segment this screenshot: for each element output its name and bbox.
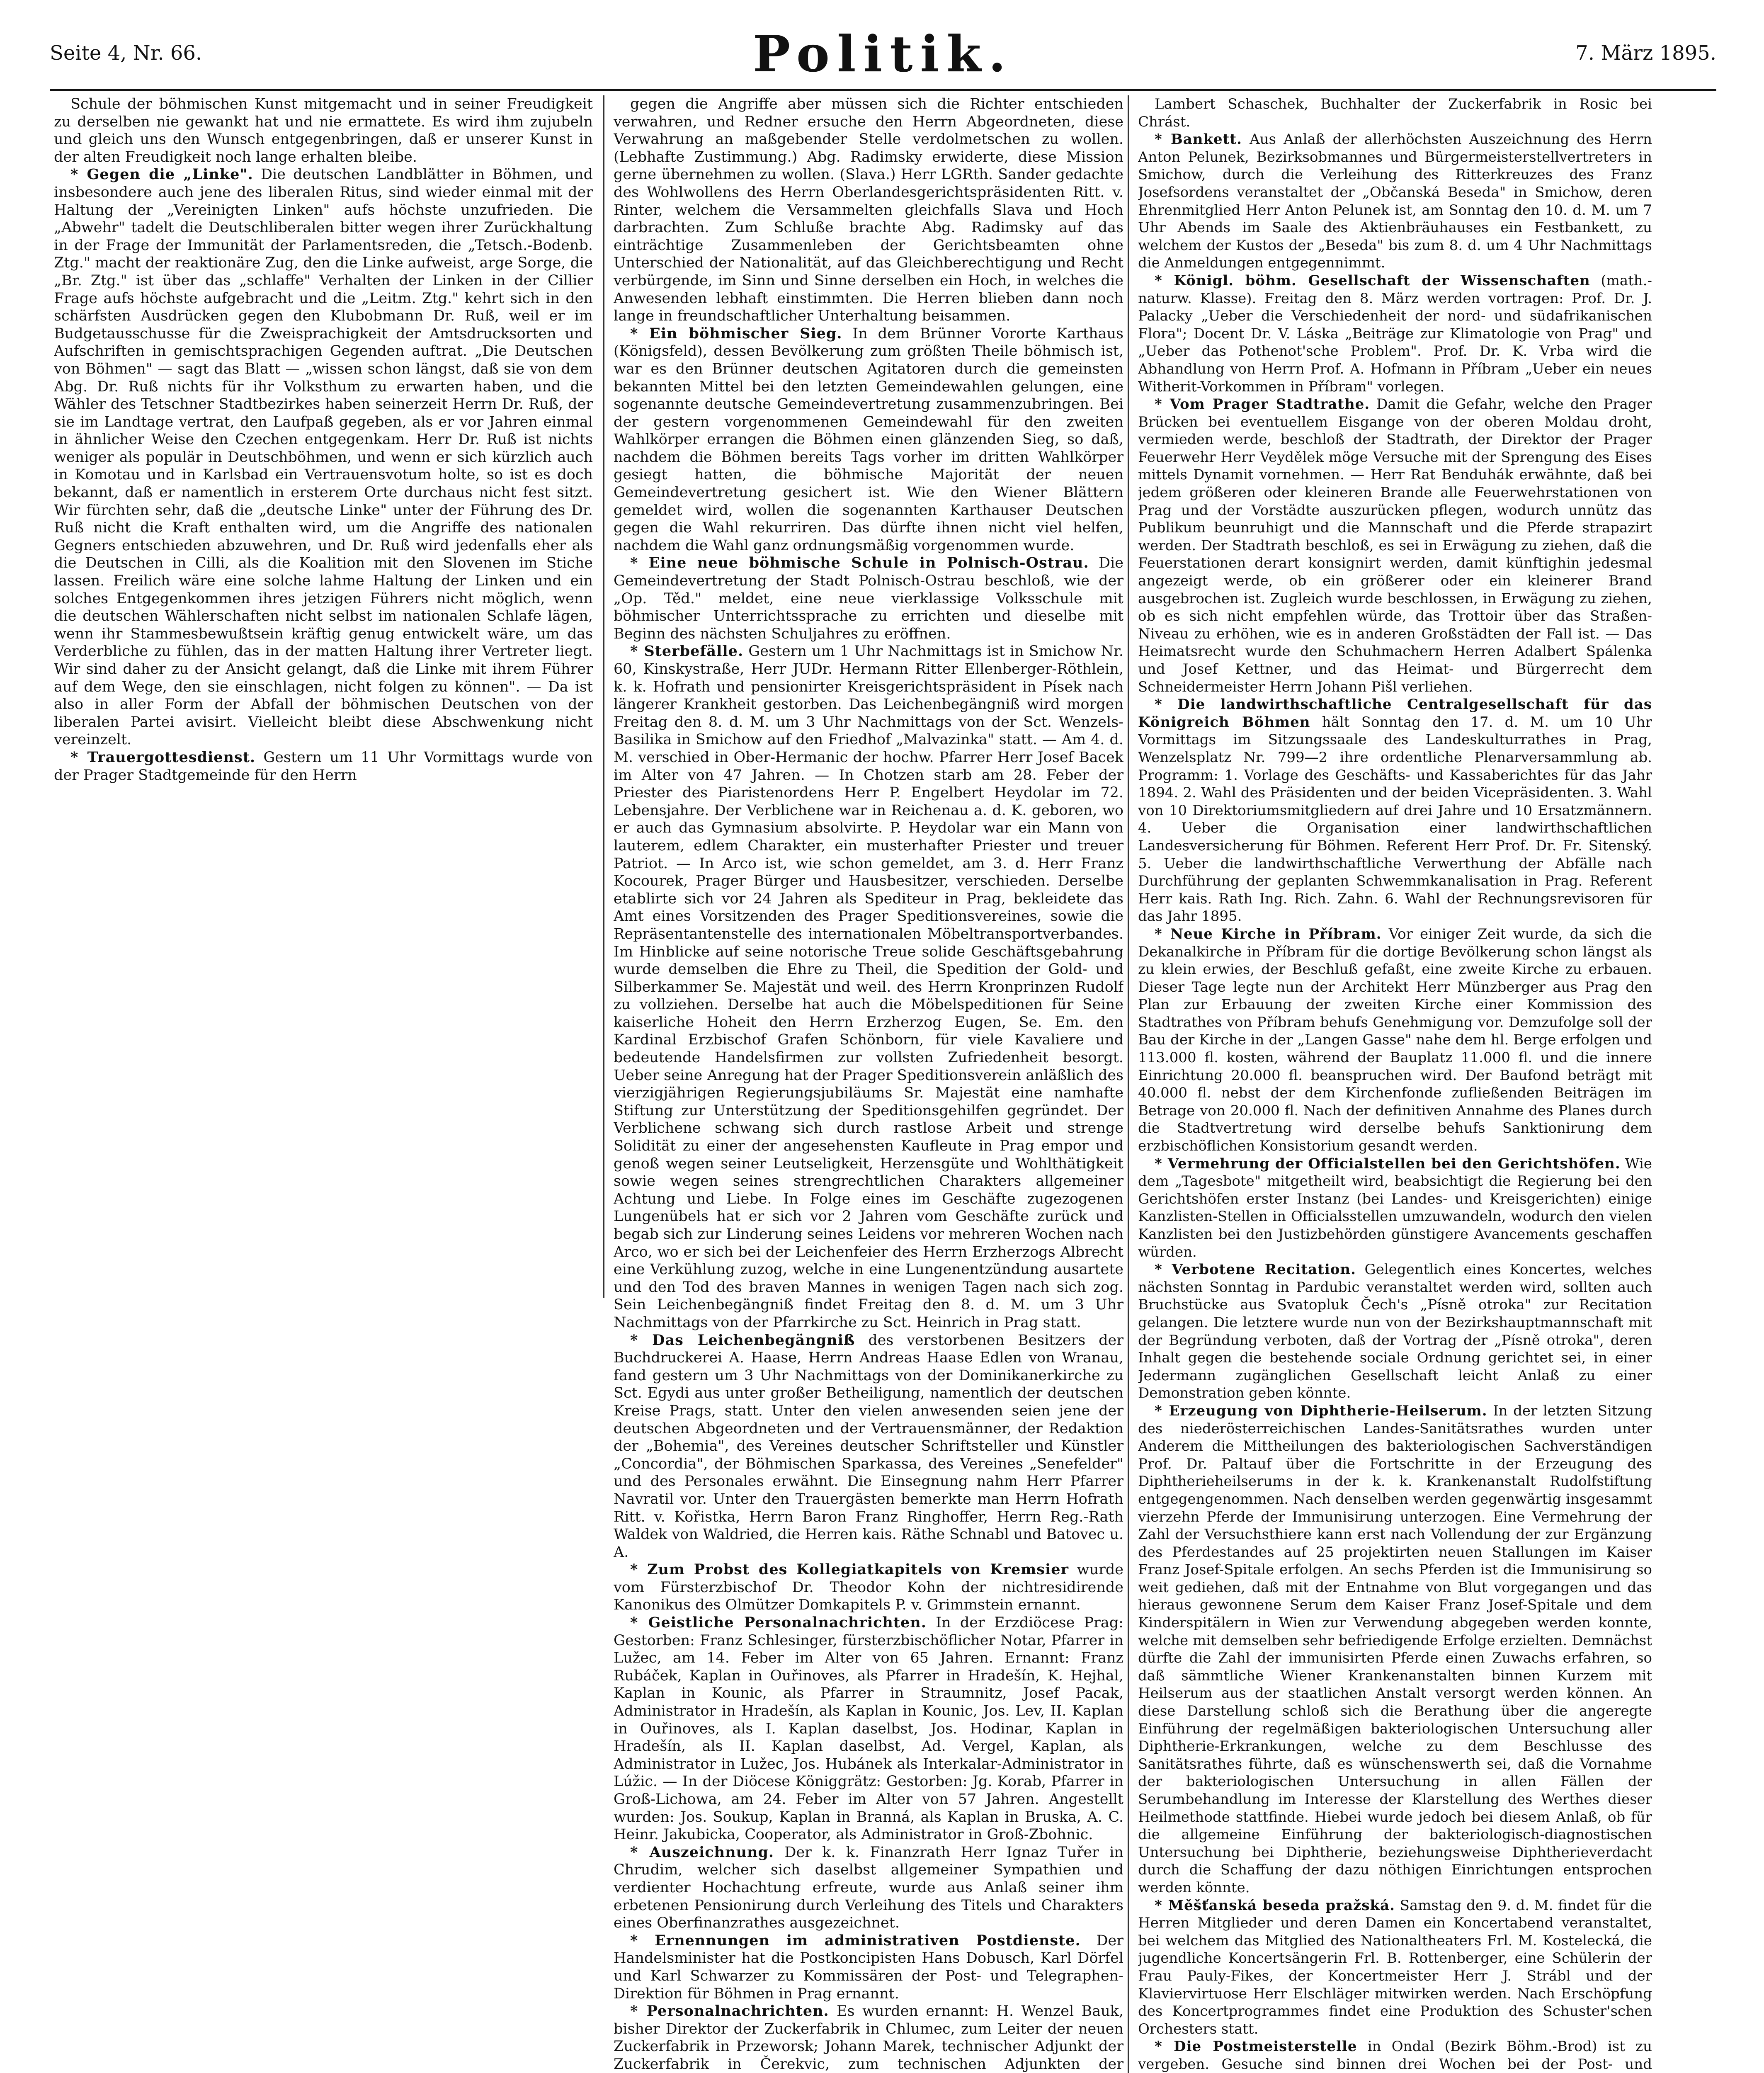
- article-body: hält Sonntag den 17. d. M. um 10 Uhr Vormittags im Sitzungssaale des Landeskulturrathes in Prag, Wenzelsplatz Nr. 799—2 ihre ordentliche Plenarversammlung ab. Programm: 1. Vorlage des Geschäfts- und Kassaberichtes für das Jahr 1894. 2. Wahl des Präsidenten und der beiden Vicepräsidenten. 3. Wahl von 10 Direktoriumsmitgliedern auf drei Jahre und 10 Ersatzmännern. 4. Ueber die Organisation einer landwirthschaftlichen Landesversicherung für Böhmen. Referent Herr Prof. Dr. Fr. Sitenský. 5. Ueber die landwirthschaftliche Verwerthung der Abfälle nach Durchführung der geplanten Schwemmkanalisation in Prag. Referent Herr kais. Rath Ing. Rich. Zahn. 6. Wahl der Rechnungsrevisoren für das Jahr 1895.: [1138, 714, 1652, 925]
- article-paragraph: [54, 95, 593, 166]
- article-paragraph: [614, 95, 1123, 325]
- article-headline: * Trauergottesdienst.: [70, 748, 256, 766]
- article-body: Gestern um 1 Uhr Nachmittags ist in Smichow Nr. 60, Kinskystraße, Herr JUDr. Hermann Ritter Ellenberger-Röthlein, k. k. Hofrath und pensionirter Kreisgerichtspräsident in Písek nach längerer Krankheit gestorben. Das Leichenbegängniß wird morgen Freitag den 8. d. M. um 3 Uhr Nachmittags von der Sct. Wenzels-Basilika in Smichow auf den Friedhof „Malvazinka" statt. — Am 4. d. M. verschied in Ober-Hermanic der hochw. Pfarrer Herr Josef Bacek im Alter von 47 Jahren. — In Chotzen starb am 28. Feber der Priester des Piaristenordens Herr P. Engelbert Heydolar im 72. Lebensjahre. Der Verblichene war in Reichenau a. d. K. geboren, wo er auch das Gymnasium absolvirte. P. Heydolar war ein Mann von lauterem, edlem Charakter, ein musterhafter Priester und treuer Patriot. — In Arco ist, wie schon gemeldet, am 3. d. Herr Franz Kocourek, Prager Bürger und Hausbesitzer, verschieden. Derselbe etablirte sich vor 24 Jahren als Spediteur in Prag, bekleidete das Amt eines Vorsitzenden des Prager Speditionsvereines, sowie die Repräsentantenstelle des internationalen Möbeltransportverbandes. Im Hinblicke auf seine notorische Treue solide Geschäftsgebahrung wurde demselben die Ehre zu Theil, die Spedition der Gold- und Silberkammer Se. Majestät und weil. des Herrn Kronprinzen Rudolf zu vollziehen. Derselbe hat auch die Möbelspeditionen für Seine kaiserliche Hoheit den Herrn Erzherzog Eugen, Se. Em. den Kardinal Erzbischof Grafen Schönborn, für viele Kavaliere und bedeutende Handelsfirmen zur vollsten Zufriedenheit besorgt. Ueber seine Anregung hat der Prager Speditionsverein anläßlich des vierzigjährigen Regierungsjubiläums Sr. Majestät eine namhafte Stiftung zur Unterstützung der Speditionsgehilfen gegründet. Der Verblichene schwang sich durch rastlose Arbeit und strenge Solidität zu einer der angesehensten Kaufleute in Prag empor und genoß wegen seiner Leutseligkeit, Herzensgüte und Wohlthätigkeit sowie wegen seines strengrechtlichen Charakters allgemeiner Achtung und Liebe. In Folge eines im Geschäfte zugezogenen Lungenübels hat er sich vor 2 Jahren vom Geschäfte zurück und begab sich zur Linderung seines Leidens vor mehreren Wochen nach Arco, wo er sich bei der Leichenfeier des Herrn Erzherzogs Albrecht eine Verkühlung zuzog, welche in eine Lungenentzündung ausartete und den Tod des braven Mannes in wenigen Tagen nach sich zog. Sein Leichenbegängniß findet Freitag den 8. d. M. um 3 Uhr Nachmittags von der Pfarrkirche zu Sct. Heinrich in Prag statt.: [614, 643, 1123, 1331]
- article-headline: * Vom Prager Stadtrathe.: [1155, 396, 1370, 413]
- column-divider: [603, 95, 604, 1298]
- article-body: gegen die Angriffe aber müssen sich die Richter entschieden verwahren, und Redner ersuche den Herrn Abgeordneten, diese Verwahrung an maßgebender Stelle verdolmetschen zu wollen. (Lebhafte Zustimmung.) Abg. Radimsky erwiderte, diese Mission gerne übernehmen zu wollen. (Slava.) Herr LGRth. Sander gedachte des Wohlwollens des Herrn Oberlandesgerichtspräsidenten Ritt. v. Rinter, welchem die Versammelten gleichfalls Slava und Hoch darbrachten. Zum Schluße brachte Abg. Radimsky auf das einträchtige Zusammenleben der Gerichtsbeamten ohne Unterschied der Nationalität, auf das Gleichberechtigung und Recht verbürgende, im Sinn und Sinne derselben ein Hoch, in welches die Anwesenden lebhaft einstimmten. Die Herren blieben dann noch lange in freundschaftlicher Unterhaltung beisammen.: [614, 96, 1123, 325]
- article-body: Wie dem „Tagesbote" mitgetheilt wird, beabsichtigt die Regierung bei den Gerichtshöfen erster Instanz (bei Landes- und Kreisgerichten) einige Kanzlisten-Stellen in Officialsstellen umzuwandeln, wodurch den vielen Kanzlisten bei den Justizbehörden günstigere Avancements geschaffen würden.: [1138, 1155, 1652, 1260]
- article-body: In der Erzdiöcese Prag: Gestorben: Franz Schlesinger, fürsterzbischöflicher Notar, Pfarrer in Lužec, am 14. Feber im Alter von 65 Jahren. Ernannt: Franz Rubáček, Kaplan in Ouřinoves, als Pfarrer in Hradešín, K. Hejhal, Kaplan in Kounic, als Pfarrer in Straumnitz, Josef Pacak, Administrator in Hradešín, als Kaplan in Kounic, Jos. Lev, II. Kaplan in Ouřinoves, als I. Kaplan daselbst, Jos. Hodinar, Kaplan in Hradešín, als II. Kaplan daselbst, Ad. Vergel, Kaplan, als Administrator in Lužec, Jos. Hubánek als Interkalar-Administrator in Lúžic. — In der Diöcese Königgrätz: Gestorben: Jg. Korab, Pfarrer in Groß-Lichowa, am 24. Feber im Alter von 57 Jahren. Angestellt wurden: Jos. Soukup, Kaplan in Branná, als Kaplan in Bruska, A. C. Heinr. Jakubicka, Cooperator, als Administrator in Groß-Zbohnic.: [614, 1614, 1123, 1843]
- article-paragraph: [1138, 925, 1652, 1155]
- article-headline: * Die Postmeisterstelle: [1155, 2038, 1357, 2055]
- header-rule: [50, 89, 1716, 91]
- article-paragraph: [614, 1844, 1123, 1932]
- article-paragraph: [1138, 696, 1652, 925]
- article-paragraph: [1138, 95, 1652, 131]
- article-body: Gestern um 11 Uhr Vormittags wurde von der Prager Stadtgemeinde für den Herrn: [54, 749, 593, 784]
- issue-date: 7. März 1895.: [1575, 41, 1716, 65]
- article-headline: * Ein böhmischer Sieg.: [630, 325, 842, 342]
- article-paragraph: [1138, 1897, 1652, 2038]
- article-headline: * Bankett.: [1155, 131, 1242, 148]
- article-headline: * Auszeichnung.: [630, 1843, 774, 1861]
- article-body: Damit die Gefahr, welche den Prager Brücken bei eventuellem Eisgange von der oberen Moldau droht, vermieden werde, beschloß der Stadtrath, der Direktor der Prager Feuerwehr Herr Veydělek möge Versuche mit der Sprengung des Eises mittels Dynamit vornehmen. — Herr Rat Benduhák erwähnte, daß bei jedem größeren oder kleineren Brande alle Feuerwehrstationen von Prag und der Vorstädte auszurücken pflegen, wodurch unnütz das Publikum beunruhigt und die Mannschaft und die Pferde strapazirt werden. Der Stadtrath beschloß, es sei in Erwägung zu ziehen, daß die Feuerstationen derart konsignirt werden, damit künftighin jedesmal angezeigt werde, ob ein größerer oder ein kleinerer Brand ausgebrochen ist. Zugleich wurde beschlossen, in Erwägung zu ziehen, ob es sich nicht empfehlen würde, das Trottoir über das Straßen-Niveau zu erhöhen, wie es in anderen Großstädten der Fall ist. — Das Heimatsrecht wurde den Schuhmachern Herren Adalbert Spálenka und Josef Kettner, und das Heimat- und Bürgerrecht dem Schneidermeister Herrn Johann Pišl verliehen.: [1138, 396, 1652, 695]
- article-body: In der letzten Sitzung des niederösterreichischen Landes-Sanitätsrathes wurden unter Anderem die Mittheilungen des bakteriologischen Sachverständigen Prof. Dr. Paltauf über die Fortschritte in der Erzeugung des Diphtherieheilserums in der k. k. Krankenanstalt Rudolfstiftung entgegengenommen. Nach denselben werden gegenwärtig insgesammt vierzehn Pferde der Immunisirung unterzogen. Eine Vermehrung der Zahl der Versuchsthiere kann erst nach Vollendung der zur Ergänzung des Pferdestandes auf 25 projektirten neuen Stallungen im Kaiser Franz Josef-Spitale erfolgen. An sechs Pferden ist die Immunisirung so weit gediehen, daß mit der Entnahme von Blut vorgegangen und das hieraus gewonnene Serum dem Kaiser Franz Josef-Spitale und dem Kinderspitälern in Wien zur Verwendung abgegeben werden konnte, welche mit demselben sehr befriedigende Erfolge erzielten. Demnächst dürfte die Zahl der immunisirten Pferde einen Zuwachs erfahren, so daß sämmtliche Wiener Krankenanstalten binnen Kurzem mit Heilserum aus der staatlichen Anstalt versorgt werden können. An diese Darstellung schloß sich die Berathung über die angeregte Einführung der regelmäßigen bakteriologischen Untersuchung aller Diphtherie-Erkrankungen, welche zu dem Beschlusse des Sanitätsrathes führte, daß es wünschenswerth sei, daß die Vornahme der bakteriologischen Untersuchung in allen Fällen der Serumbehandlung im Interesse der Klarstellung des Werthes dieser Heilmethode stattfinde. Hiebei wurde jedoch bei diesem Anlaß, ob für die allgemeine Einführung der bakteriologisch-diagnostischen Untersuchung bei Diphtherie, beziehungsweise Diphtherieverdacht durch die Schaffung der dazu nöthigen Einrichtungen entsprochen werden könnte.: [1138, 1402, 1652, 1896]
- article-headline: * Měšťanská beseda pražská.: [1155, 1897, 1395, 1914]
- article-paragraph: [1138, 1261, 1652, 1402]
- article-body: (math.-naturw. Klasse). Freitag den 8. März werden vortragen: Prof. Dr. J. Palacky „Ueber die Verschiedenheit der nord- und südafrikanischen Flora"; Docent Dr. V. Láska „Beiträge zur Klimatologie von Prag" und „Ueber das Pothenot'sche Problem". Prof. Dr. K. Vrba wird die Abhandlung von Herrn Prof. A. Hofmann in Příbram „Ueber ein neues Witherit-Vorkommen in Příbram" vorlegen.: [1138, 272, 1652, 395]
- article-headline: * Zum Probst des Kollegiatkapitels von Kremsier: [630, 1561, 1069, 1578]
- article-body: In dem Brünner Vororte Karthaus (Königsfeld), dessen Bevölkerung zum größten Theile böhmisch ist, war es den Brünner deutschen Agitatoren durch die gemeinsten bekannten Mittel bei den letzten Gemeindewahlen gelungen, eine sogenannte deutsche Gemeindevertretung zusammenzubringen. Bei der gestern vorgenommenen Gemeindewahl für den zweiten Wahlkörper errangen die Böhmen einen glänzenden Sieg, so daß, nachdem die Böhmen bereits Tags vorher im dritten Wahlkörper gesiegt hatten, die böhmische Majorität der neuen Gemeindevertretung gesichert ist. Wie den Wiener Blättern gemeldet wird, wollen die sogenannten Karthauser Deutschen gegen die Wahl rekurriren. Das dürfte ihnen nicht viel helfen, nachdem die Wahl ganz ordnungsmäßig vorgenommen wurde.: [614, 325, 1123, 554]
- article-headline: * Verbotene Recitation.: [1155, 1261, 1356, 1278]
- article-paragraph: [1138, 1155, 1652, 1261]
- article-body: Gelegentlich eines Koncertes, welches nächsten Sonntag in Pardubic veranstaltet werden wird, sollten auch Bruchstücke aus Svatopluk Čech's „Písně otroka" zur Recitation gelangen. Die letztere wurde nun von der Bezirkshauptmannschaft mit der Begründung verboten, daß der Vortrag der „Písně otroka", deren Inhalt gegen die bestehende sociale Ordnung gerichtet sei, in einer Jedermann zugänglichen Gesellschaft leicht Anlaß zu einer Demonstration geben könnte.: [1138, 1261, 1652, 1402]
- article-paragraph: [614, 325, 1123, 555]
- article-paragraph: [54, 749, 593, 784]
- article-headline: * Eine neue böhmische Schule in Polnisch-Ostrau.: [630, 554, 1089, 572]
- article-headline: * Gegen die „Linke".: [70, 166, 253, 183]
- article-paragraph: [54, 166, 593, 749]
- article-paragraph: [614, 1614, 1123, 1844]
- article-paragraph: [1138, 1402, 1652, 1897]
- article-headline: * Erzeugung von Diphtherie-Heilserum.: [1155, 1402, 1487, 1419]
- article-paragraph: [614, 643, 1123, 1331]
- article-body: Es wurden ernannt: H. Wenzel Bauk, bisher Direktor der Zuckerfabrik in Chlumec, zum Leiter der neuen Zuckerfabrik in Przeworsk; Johann Marek, technischer Adjunkt der Zuckerfabrik in Čerekvic, zum technischen Adjunkten der: [614, 2003, 1123, 2073]
- article-paragraph: [1138, 131, 1652, 272]
- article-paragraph: [1138, 2038, 1652, 2073]
- column-2: [614, 95, 1123, 2073]
- article-body: Der Handelsminister hat die Postkoncipisten Hans Dobusch, Karl Dörfel und Karl Schwarzer zu Kommissären der Post- und Telegraphen-Direktion für Böhmen in Prag ernannt.: [614, 1932, 1123, 2002]
- article-headline: * Vermehrung der Officialstellen bei den Gerichtshöfen.: [1155, 1155, 1621, 1172]
- article-body: Die Gemeindevertretung der Stadt Polnisch-Ostrau beschloß, wie der „Op. Těd." meldet, eine neue vierklassige Volksschule mit böhmischer Unterrichtssprache zu errichten und dieselbe mit Beginn des nächsten Schuljahres zu eröffnen.: [614, 555, 1123, 642]
- article-headline: * Ernennungen im administrativen Postdienste.: [630, 1932, 1081, 1949]
- article-headline: * Neue Kirche in Příbram.: [1155, 925, 1382, 942]
- section-title: Politik.: [752, 25, 1014, 83]
- article-headline: * Personalnachrichten.: [630, 2003, 829, 2020]
- article-paragraph: [1138, 272, 1652, 396]
- column-1: [54, 95, 593, 1289]
- article-headline: * Die landwirthschaftliche Centralgesellschaft für das Königreich Böhmen: [1138, 696, 1652, 731]
- article-body: Lambert Schaschek, Buchhalter der Zuckerfabrik in Rosic bei Chrást.: [1138, 96, 1652, 130]
- article-body: Samstag den 9. d. M. findet für die Herren Mitglieder und deren Damen ein Koncertabend veranstaltet, bei welchem das Mitglied des Nationaltheaters Frl. M. Kostelecká, die jugendliche Koncertsängerin Frl. B. Rottenberger, eine Schülerin der Frau Pauly-Fikes, der Koncertmeister Herr J. Strábl und der Klaviervirtuose Herr Elschläger mitwirken werden. Nach Erschöpfung des Koncertprogrammes findet eine Produktion des Schuster'schen Orchesters statt.: [1138, 1897, 1652, 2037]
- column-divider: [1128, 95, 1129, 2073]
- article-body: Vor einiger Zeit wurde, da sich die Dekanalkirche in Příbram für die dortige Bevölkerung schon längst als zu klein erwies, der Beschluß gefaßt, eine zweite Kirche zu erbauen. Dieser Tage legte nun der Architekt Herr Münzberger aus Prag den Plan zur Erbauung der zweiten Kirche einer Kommission des Stadtrathes von Příbram behufs Genehmigung vor. Demzufolge soll der Bau der Kirche in der „Langen Gasse" nahe dem hl. Berge erfolgen und 113.000 fl. kosten, während der Bauplatz 11.000 fl. und die innere Einrichtung 20.000 fl. beanspruchen wird. Der Baufond beträgt mit 40.000 fl. nebst der dem Kirchenfonde zufließenden Beiträgen im Betrage von 20.000 fl. Nach der definitiven Annahme des Planes durch die Stadtvertretung wird derselbe behufs Sanktionirung dem erzbischöflichen Konsistorium gesandt werden.: [1138, 925, 1652, 1155]
- article-headline: * Das Leichenbegängniß: [630, 1331, 855, 1349]
- page-header: [50, 25, 1716, 87]
- article-body: in Ondal (Bezirk Böhm.-Brod) ist zu vergeben. Gesuche sind binnen drei Wochen bei der Post- und: [1138, 2038, 1652, 2073]
- article-body: Der k. k. Finanzrath Herr Ignaz Tuřer in Chrudim, welcher sich daselbst allgemeiner Sympathien und verdienter Hochachtung erfreute, wurde aus Anlaß seiner ihm erbetenen Pensionirung durch Verleihung des Titels und Charakters eines Oberfinanzrathes ausgezeichnet.: [614, 1844, 1123, 1932]
- article-headline: * Königl. böhm. Gesellschaft der Wissenschaften: [1155, 272, 1590, 289]
- article-body: Aus Anlaß der allerhöchsten Auszeichnung des Herrn Anton Pelunek, Bezirksobmannes und Bürgermeisterstellvertreters in Smichow, durch die Verleihung des Ritterkreuzes des Franz Josefsordens veranstaltet der „Občanská Beseda" in Smichow, deren Ehrenmitglied Herr Anton Pelunek ist, am Sonntag den 10. d. M. um 7 Uhr Abends im Saale des Aktienbräuhauses ein Festbankett, zu welchem der Kustos der „Beseda" bis zum 8. d. um 4 Uhr Nachmittags die Anmeldungen entgegennimmt.: [1138, 131, 1652, 272]
- article-headline: * Sterbefälle.: [630, 643, 744, 660]
- column-3: [1138, 95, 1652, 2073]
- article-body: Schule der böhmischen Kunst mitgemacht und in seiner Freudigkeit zu derselben nie gewankt hat und nie ermattete. Es wird ihm zujubeln und gleich uns den Wunsch entgegenbringen, daß er unserer Kunst in der alten Freudigkeit noch lange erhalten bleibe.: [54, 96, 593, 165]
- article-paragraph: [614, 1332, 1123, 1561]
- page-number-label: Seite 4, Nr. 66.: [50, 41, 202, 65]
- article-headline: * Geistliche Personalnachrichten.: [630, 1614, 927, 1631]
- article-paragraph: [614, 1932, 1123, 2003]
- article-body: Die deutschen Landblätter in Böhmen, und insbesondere auch jene des liberalen Ritus, sind wieder einmal mit der Haltung der „Vereinigten Linken" aufs höchste unzufrieden. Die „Abwehr" tadelt die Deutschliberalen bitter wegen ihrer Zurückhaltung in der Frage der Immunität der Parlamentsreden, die „Tetsch.-Bodenb. Ztg." macht der reaktionäre Zug, den die Linke aufweist, arge Sorge, die „Br. Ztg." ist über das „schlaffe" Verhalten der Linken in der Cillier Frage aufs höchste aufgebracht und die „Leitm. Ztg." kehrt sich in den schärfsten Ausdrücken gegen den Klubobmann Dr. Ruß, weil er im Budgetausschusse für die Zweisprachigkeit der Amtsdrucksorten und Aufschriften in gemischtsprachigen Gegenden auftrat. „Die Deutschen von Böhmen" — sagt das Blatt — „wissen schon längst, daß sie von dem Abg. Dr. Ruß nichts für ihr Volksthum zu erwarten haben, und die Wähler des Tetschner Stadtbezirkes haben seinerzeit Herrn Dr. Ruß, der sie im Landtage vertrat, den Laufpaß gegeben, als er vor Jahren einmal in ähnlicher Weise den Czechen entgegenkam. Herr Dr. Ruß ist nichts weniger als populär in Deutschböhmen, und wenn er sich kürzlich auch in Komotau und in Karlsbad ein Vertrauensvotum holte, so ist es doch bekannt, daß er namentlich in ersterem Orte durchaus nicht fest sitzt. Wir fürchten sehr, daß die „deutsche Linke" unter der Führung des Dr. Ruß nicht die Kraft enthalten wird, um die Angriffe des nationalen Gegners entschieden abzuwehren, und Dr. Ruß wird jedenfalls eher als die Deutschen in Cilli, als die Koalition mit den Slovenen im Stiche lassen. Freilich wäre eine solche lahme Haltung der Linken und ein solches Entgegenkommen ihres jetzigen Führers nicht möglich, wenn die deutschen Wählerschaften nicht selbst im nationalen Schlafe lägen, wenn ihr Stammesbewußtsein kräftig genug entwickelt wäre, um das Verderbliche zu fühlen, das in der matten Haltung ihrer Vertreter liegt. Wir sind daher zu der Ansicht gelangt, daß die Linke mit ihrem Führer auf dem Wege, den sie einschlagen, nicht folgen zu können". — Da ist also in aller Form der Abfall der böhmischen Deutschen von der liberalen Partei avisirt. Vielleicht bleibt diese Abschwenkung nicht vereinzelt.: [54, 166, 593, 748]
- article-body: wurde vom Fürsterzbischof Dr. Theodor Kohn der nichtresidirende Kanonikus des Olmützer Domkapitels P. v. Grimmstein ernannt.: [614, 1561, 1123, 1614]
- article-paragraph: [614, 2003, 1123, 2073]
- article-paragraph: [614, 554, 1123, 643]
- article-paragraph: [1138, 396, 1652, 696]
- article-paragraph: [614, 1561, 1123, 1614]
- article-body: des verstorbenen Besitzers der Buchdruckerei A. Haase, Herrn Andreas Haase Edlen von Wranau, fand gestern um 3 Uhr Nachmittags von der Dominikanerkirche zu Sct. Egydi aus unter großer Betheiligung, namentlich der deutschen Kreise Prags, statt. Unter den vielen anwesenden seien jene der deutschen Abgeordneten und der Vertrauensmänner, der Redaktion der „Bohemia", des Vereines deutscher Schriftsteller und Künstler „Concordia", der Böhmischen Sparkassa, des Vereines „Senefelder" und des Personales erwähnt. Die Einsegnung nahm Herr Pfarrer Navratil vor. Unter den Trauergästen bemerkte man Herrn Hofrath Ritt. v. Kořistka, Herrn Baron Franz Ringhoffer, Herrn Reg.-Rath Waldek von Waldried, die Herren kais. Räthe Schnabl und Batovec u. A.: [614, 1332, 1123, 1561]
